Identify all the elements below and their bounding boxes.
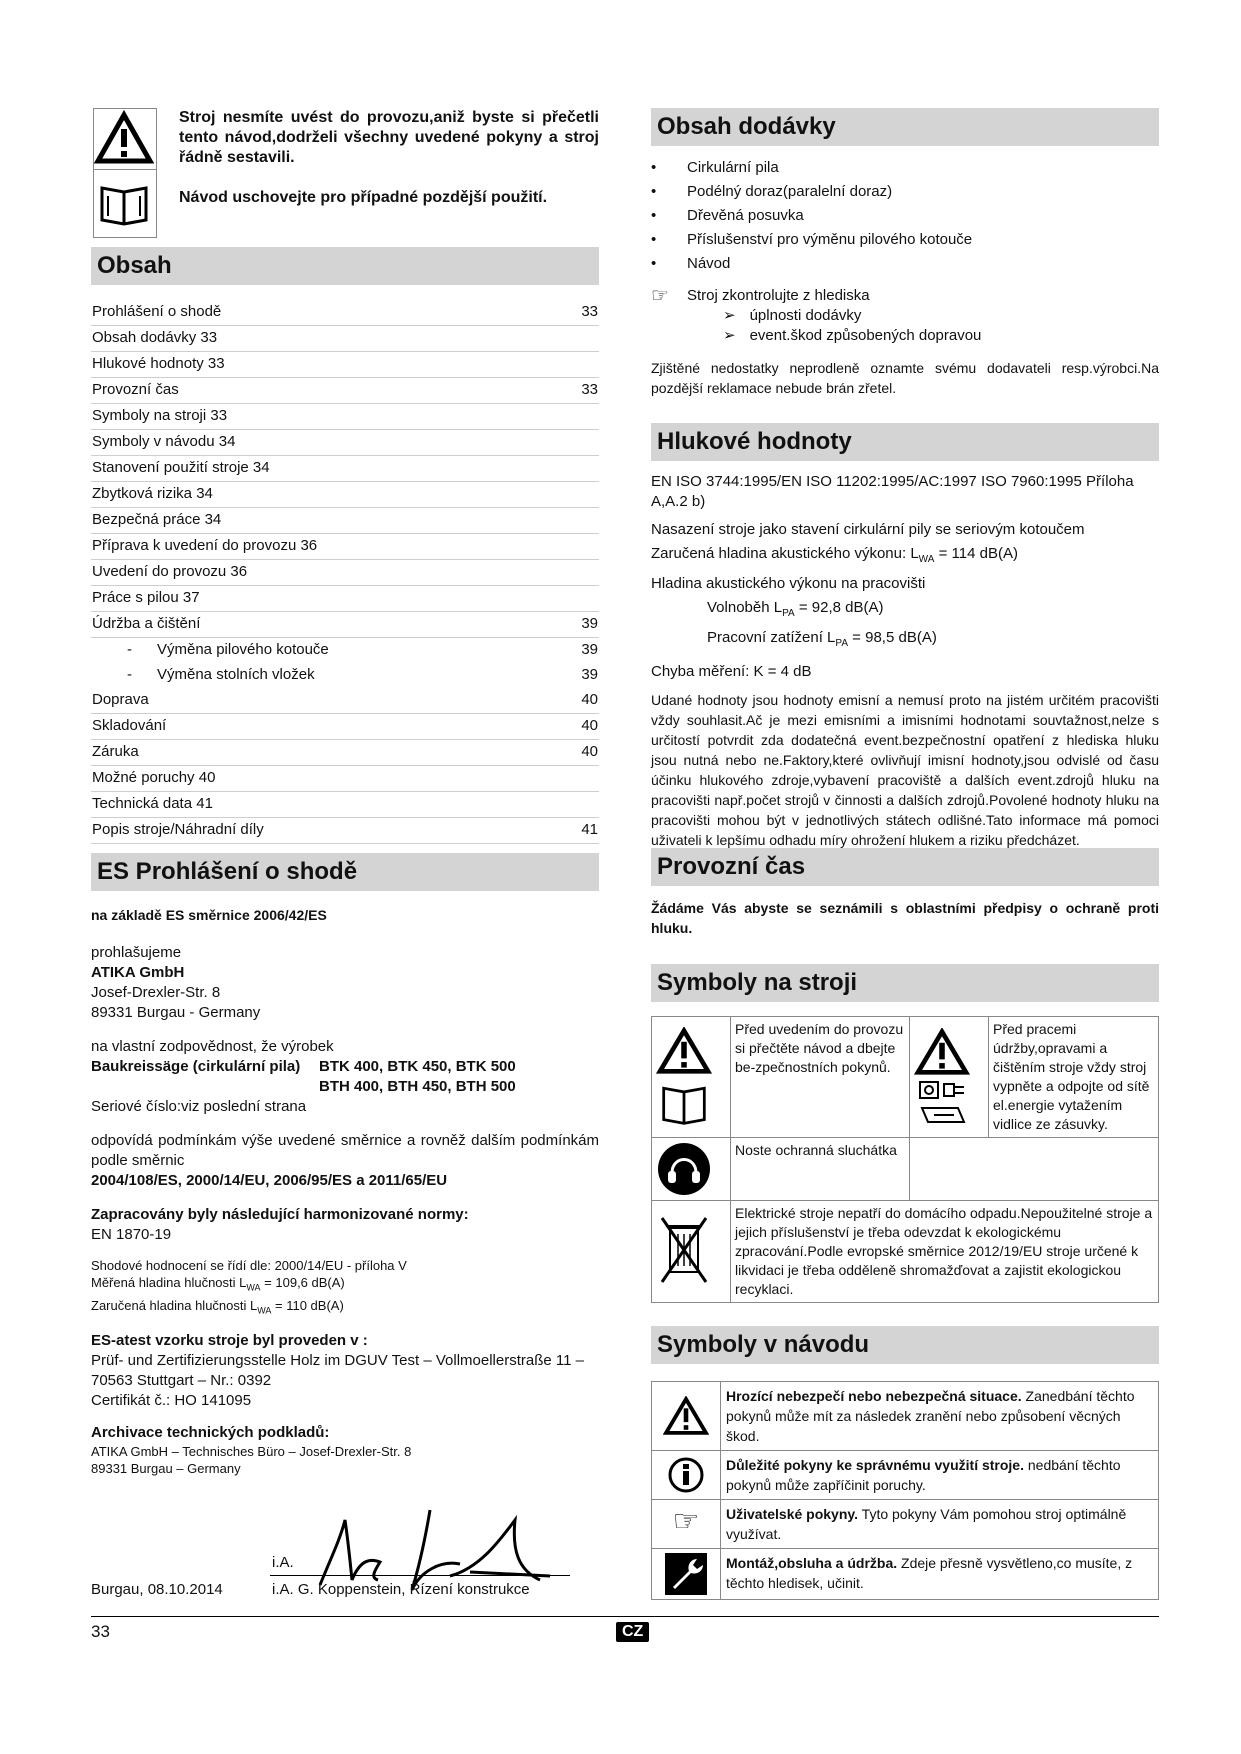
unplug-icon bbox=[914, 1076, 970, 1104]
arrow-bullet-icon: ➢ bbox=[723, 327, 736, 344]
machine-symbol-disposal: Elektrické stroje nepatří do domácího odpadu.Nepoužitelné stroje a jejich příslušenství je třeba odevzdat k ekologickému zpracování.Podle evropské směrnice 2012/19/EU stroje určené k likvidaci je třeba odděleně shromažďovat a zajistit ekologickou recyklaci. bbox=[731, 1201, 1159, 1303]
machine-symbols-table bbox=[651, 1016, 1159, 1303]
noise-error: Chyba měření: K = 4 dB bbox=[651, 663, 812, 680]
toc-label: Stanovení použití stroje 34 bbox=[91, 456, 557, 482]
operating-heading: Provozní čas bbox=[651, 848, 1159, 886]
declaration-conformity-2: Měřená hladina hlučnosti $L_{WA} = 109,6$ dB(A) bbox=[91, 1275, 345, 1293]
noise-heading: Hlukové hodnoty bbox=[651, 423, 1159, 461]
pointing-hand-icon: ☞ bbox=[651, 285, 669, 307]
declaration-conformity-3: Zaručená hladina hlučnosti $L_{WA} = 110$ dB(A) bbox=[91, 1297, 344, 1316]
warning-triangle-icon bbox=[656, 1027, 712, 1075]
noise-setup: Nasazení stroje jako stavení cirkulární pily se seriovým kotoučem bbox=[651, 521, 1085, 538]
toc-label: Doprava bbox=[91, 688, 557, 714]
declaration-product: Baukreissäge (cirkulární pila) bbox=[91, 1058, 301, 1075]
declaration-norms-title: Zapracovány byly následující harmonizované normy: bbox=[91, 1206, 469, 1223]
toc-label: - Výměna pilového kotouče bbox=[127, 641, 329, 658]
declaration-norm: EN 1870-19 bbox=[91, 1226, 172, 1243]
delivery-list bbox=[651, 156, 1159, 276]
delivery-heading: Obsah dodávky bbox=[651, 108, 1159, 146]
noise-paragraph: Udané hodnoty jsou hodnoty emisní a nemusí proto na jistém určitém pracovišti vždy souhlasit.Ač je mezi emisními a imisními hodnotami souvtažnost,nelze s určitostí potvrdit zda dodatečná event.bezpečnostní opatření z hlediska hluku jsou nutná nebo ne.Faktory,které ovlivňují imisní hodnoty,jsou odvislé od času účinku hlukového zdroje,vybavení pracoviště a dalších event.zdrojů hluku na pracovišti např.počet strojů v činnosti a dalších zdrojů.Povolené hodnoty hluku na pracovišti mohou být v jednotlivých státech odlišné.Tato informace má pomoci uživateli k lepšímu odhadu míry ohrožení hlukem a riziku předcházet. bbox=[651, 692, 1159, 848]
toc-page: 40 bbox=[557, 740, 599, 766]
declaration-archive-1: ATIKA GmbH – Technisches Büro – Josef-Drexler-Str. 8 bbox=[91, 1444, 412, 1460]
page-number: 33 bbox=[91, 1622, 110, 1641]
noise-guaranteed: Zaručená hladina akustického výkonu: $L_{WA} = 114$ dB(A) bbox=[651, 545, 1018, 565]
toc-page bbox=[557, 766, 599, 792]
language-badge: CZ bbox=[616, 1622, 649, 1642]
intro-keep: Návod uschovejte pro případné pozdější použití. bbox=[179, 189, 548, 206]
toc-label: Práce s pilou 37 bbox=[91, 586, 557, 612]
declaration-test-3: Certifikát č.: HO 141095 bbox=[91, 1392, 252, 1410]
declaration-test-1: Prüf- und Zertifizierungsstelle Holz im DGUV Test – Vollmoellerstraße 11 – bbox=[91, 1352, 584, 1370]
delivery-check-1: ➢ úplnosti dodávky bbox=[723, 307, 862, 324]
warning-triangle-icon bbox=[663, 1396, 709, 1436]
declaration-models-1: BTK 400, BTK 450, BTK 500 bbox=[319, 1058, 516, 1075]
toc-page: 33 bbox=[557, 300, 599, 326]
toc-page bbox=[557, 404, 599, 430]
toc-label: Příprava k uvedení do provozu 36 bbox=[91, 534, 557, 560]
toc-label: Skladování bbox=[91, 714, 557, 740]
toc-row bbox=[91, 482, 599, 508]
toc-label: Symboly v návodu 34 bbox=[91, 430, 557, 456]
declaration-heading: ES Prohlášení o shodě bbox=[91, 853, 599, 891]
declaration-directive: na základě ES směrnice 2006/42/ES bbox=[91, 907, 327, 923]
declaration-test-2: 70563 Stuttgart – Nr.: 0392 bbox=[91, 1372, 272, 1390]
toc-row bbox=[91, 430, 599, 456]
toc-row bbox=[91, 792, 599, 818]
declaration-models-2: BTH 400, BTH 450, BTH 500 bbox=[319, 1078, 516, 1095]
toc-page bbox=[557, 586, 599, 612]
manual-symbol-row: Montáž,obsluha a údržba. Zdeje přesně vysvětleno,co musíte, z těchto hledisek, učinit. bbox=[652, 1549, 1159, 1600]
pointing-hand-icon: ☞ bbox=[672, 1505, 700, 1538]
toc-label: Technická data 41 bbox=[91, 792, 557, 818]
toc-row bbox=[91, 404, 599, 430]
warning-triangle-icon bbox=[914, 1028, 970, 1076]
toc-label: - Výměna stolních vložek bbox=[127, 666, 315, 683]
toc-page: 41 bbox=[557, 818, 599, 844]
toc-page: 39 bbox=[581, 641, 598, 658]
arrow-bullet-icon: ➢ bbox=[723, 307, 736, 324]
toc-row bbox=[91, 663, 599, 688]
toc-label: Bezpečná práce 34 bbox=[91, 508, 557, 534]
toc-row bbox=[91, 586, 599, 612]
intro-block bbox=[93, 108, 599, 238]
toc-row bbox=[91, 352, 599, 378]
toc-row bbox=[91, 378, 599, 404]
machine-symbol-ear-protection: Noste ochranná sluchátka bbox=[731, 1138, 910, 1201]
toc-label: Možné poruchy 40 bbox=[91, 766, 557, 792]
delivery-item: • Příslušenství pro výměnu pilového kotouče bbox=[651, 228, 1159, 252]
toc-row bbox=[91, 688, 599, 714]
toc-label: Hlukové hodnoty 33 bbox=[91, 352, 557, 378]
toc-page bbox=[557, 482, 599, 508]
declaration-signer: i.A. G. Koppenstein, Řízení konstrukce bbox=[272, 1581, 530, 1598]
toc-row bbox=[91, 508, 599, 534]
delivery-item: • Dřevěná posuvka bbox=[651, 204, 1159, 228]
toc-page: 39 bbox=[557, 612, 599, 638]
toc-label: Obsah dodávky 33 bbox=[91, 326, 557, 352]
declaration-archive-2: 89331 Burgau – Germany bbox=[91, 1461, 241, 1477]
machine-symbol-read-manual: Před uvedením do provozu si přečtěte návod a dbejte be-zpečnostních pokynů. bbox=[731, 1017, 910, 1138]
noise-workplace: Hladina akustického výkonu na pracovišti bbox=[651, 575, 926, 592]
machine-symbols-heading: Symboly na stroji bbox=[651, 964, 1159, 1002]
toc-page bbox=[557, 456, 599, 482]
toc-label: Prohlášení o shodě bbox=[91, 300, 557, 326]
toc-heading: Obsah bbox=[91, 247, 599, 285]
intro-warning: Stroj nesmíte uvést do provozu,aniž byste si přečetli tento návod,dodrželi všechny uvedené pokyny a stroj řádně sestavili. bbox=[179, 109, 599, 166]
toc-label: Provozní čas bbox=[91, 378, 557, 404]
declaration-archive-title: Archivace technických podkladů: bbox=[91, 1424, 330, 1442]
toc-page bbox=[557, 326, 599, 352]
toc-label: Symboly na stroji 33 bbox=[91, 404, 557, 430]
toc-row bbox=[91, 638, 599, 664]
manual-symbol-row: ☞ Uživatelské pokyny. Tyto pokyny Vám pomohou stroj optimálně využívat. bbox=[652, 1500, 1159, 1549]
delivery-check-2: ➢ event.škod způsobených dopravou bbox=[723, 327, 982, 344]
toc-row bbox=[91, 612, 599, 638]
toc-page bbox=[557, 792, 599, 818]
delivery-item: • Cirkulární pila bbox=[651, 156, 1159, 180]
signature-line bbox=[270, 1575, 570, 1576]
declaration-complies: odpovídá podmínkám výše uvedené směrnice a rovněž dalším podmínkám podle směrnic bbox=[91, 1132, 599, 1169]
toc-label: Údržba a čištění bbox=[91, 612, 557, 638]
declaration-conformity-1: Shodové hodnocení se řídí dle: 2000/14/EU - příloha V bbox=[91, 1258, 407, 1273]
noise-standards: EN ISO 3744:1995/EN ISO 11202:1995/AC:1997 ISO 7960:1995 Příloha A,A.2 b) bbox=[651, 473, 1134, 510]
noise-load: Pracovní zatížení $L_{PA} = 98,5$ dB(A) bbox=[707, 629, 937, 649]
delivery-check bbox=[651, 286, 1159, 346]
declaration-test-title: ES-atest vzorku stroje byl proveden v : bbox=[91, 1332, 368, 1350]
declaration-declare: prohlašujeme bbox=[91, 944, 182, 961]
declaration-responsibility: na vlastní zodpovědnost, že výrobek bbox=[91, 1038, 334, 1055]
toc-page: 40 bbox=[557, 714, 599, 740]
signature-ia: i.A. bbox=[272, 1554, 294, 1571]
operating-text: Žádáme Vás abyste se seznámili s oblastními předpisy o ochraně proti hluku. bbox=[651, 900, 1159, 936]
declaration-serial: Seriové číslo:viz poslední strana bbox=[91, 1098, 307, 1115]
toc-page: 33 bbox=[557, 378, 599, 404]
manual-symbols-heading: Symboly v návodu bbox=[651, 1326, 1159, 1364]
declaration-directives: 2004/108/ES, 2000/14/EU, 2006/95/ES a 2011/65/EU bbox=[91, 1172, 448, 1189]
noise-body bbox=[651, 472, 1159, 850]
crossed-bin-icon bbox=[656, 1212, 712, 1292]
delivery-item: • Podélný doraz(paralelní doraz) bbox=[651, 180, 1159, 204]
manual-symbol-row: Důležité pokyny ke správnému využití stroje. nedbání těchto pokynů může zapříčinit poruchy. bbox=[652, 1451, 1159, 1500]
info-icon bbox=[667, 1456, 705, 1494]
toc-label: Uvedení do provozu 36 bbox=[91, 560, 557, 586]
declaration-city: 89331 Burgau - Germany bbox=[91, 1004, 261, 1021]
footer-rule bbox=[91, 1616, 1159, 1617]
toc-row bbox=[91, 714, 599, 740]
toc-page bbox=[557, 560, 599, 586]
noise-idle: Volnoběh $L_{PA} = 92,8$ dB(A) bbox=[707, 599, 884, 619]
toc-row bbox=[91, 300, 599, 326]
toc-page: 39 bbox=[581, 666, 598, 683]
toc-row bbox=[91, 560, 599, 586]
toc-row bbox=[91, 534, 599, 560]
toc-page: 40 bbox=[557, 688, 599, 714]
toc-label: Záruka bbox=[91, 740, 557, 766]
toc-label: Zbytková rizika 34 bbox=[91, 482, 557, 508]
delivery-note: Zjištěné nedostatky neprodleně oznamte svému dodavateli resp.výrobci.Na pozdější reklamace nebude brán zřetel. bbox=[651, 360, 1159, 396]
toc-page bbox=[557, 352, 599, 378]
toc-page bbox=[557, 508, 599, 534]
warning-triangle-icon bbox=[94, 109, 154, 169]
ear-protection-icon bbox=[656, 1141, 712, 1197]
toc-row bbox=[91, 326, 599, 352]
manual-symbols-table bbox=[651, 1381, 1159, 1600]
manual-book-icon bbox=[94, 170, 154, 232]
toc-row bbox=[91, 740, 599, 766]
intro-icons bbox=[93, 108, 157, 238]
toc-table bbox=[91, 300, 599, 844]
wrench-icon bbox=[665, 1553, 707, 1595]
manual-book-icon bbox=[656, 1079, 712, 1127]
tool-manual-icon bbox=[914, 1104, 970, 1126]
manual-symbol-row: Hrozící nebezpečí nebo nebezpečná situace. Zanedbání těchto pokynů může mít za následek zranění nebo způsobení věcných škod. bbox=[652, 1382, 1159, 1451]
delivery-item: • Návod bbox=[651, 252, 1159, 276]
toc-label: Popis stroje/Náhradní díly bbox=[91, 818, 557, 844]
toc-row bbox=[91, 818, 599, 844]
declaration-street: Josef-Drexler-Str. 8 bbox=[91, 984, 221, 1001]
machine-symbol-unplug: Před pracemi údržby,opravami a čištěním stroje vždy stroj vypněte a odpojte od sítě el.energie vytažením vidlice ze zásuvky. bbox=[989, 1017, 1159, 1138]
delivery-check-text: Stroj zkontrolujte z hlediska bbox=[687, 287, 870, 304]
toc-page bbox=[557, 534, 599, 560]
declaration-body bbox=[91, 905, 599, 1477]
declaration-place-date: Burgau, 08.10.2014 bbox=[91, 1581, 223, 1598]
toc-page bbox=[557, 430, 599, 456]
toc-row bbox=[91, 456, 599, 482]
declaration-company: ATIKA GmbH bbox=[91, 964, 185, 981]
toc-row bbox=[91, 766, 599, 792]
